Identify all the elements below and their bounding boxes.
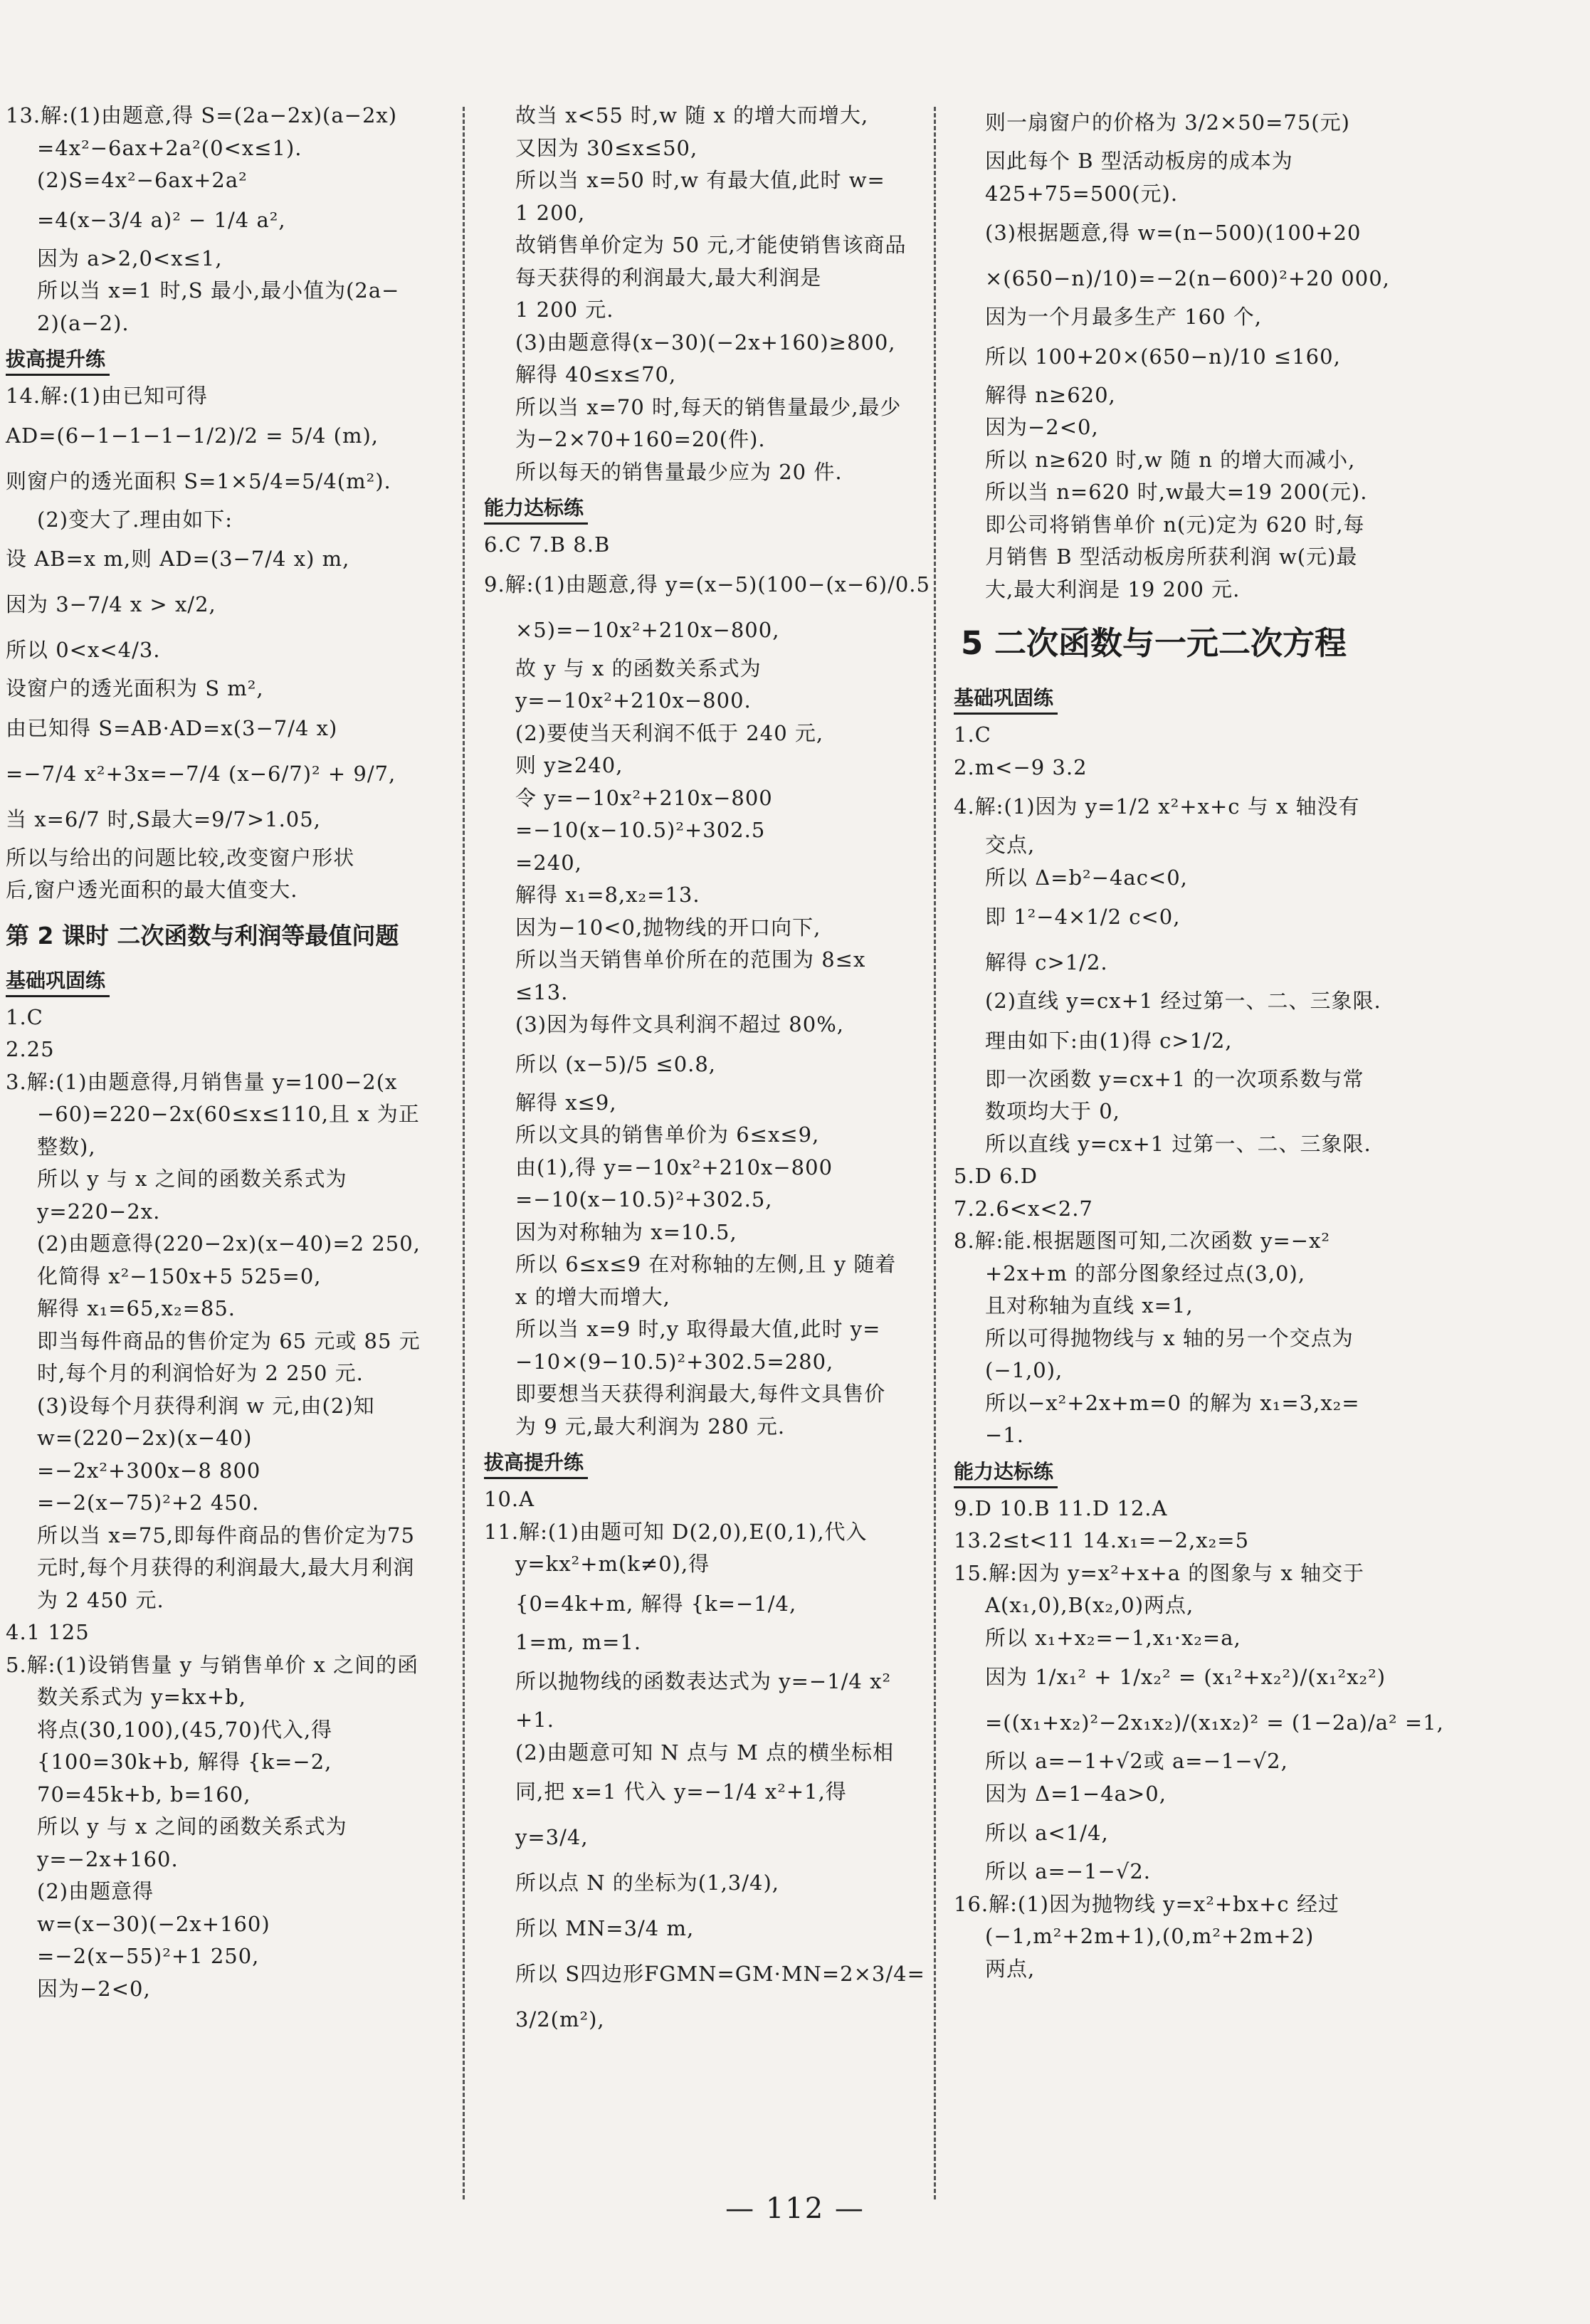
answer-line: y=−2x+160. (37, 1846, 179, 1871)
lesson-heading: 第 2 课时 二次函数与利润等最值问题 (6, 921, 399, 950)
answer-line: 由(1),得 y=−10x²+210x−800 (515, 1155, 833, 1179)
answer-line: 所以文具的销售单价为 6≤x≤9, (515, 1122, 820, 1147)
answer-line: 所以直线 y=cx+1 过第一、二、三象限. (985, 1131, 1371, 1156)
answer-line: 所以−x²+2x+m=0 的解为 x₁=3,x₂= (985, 1390, 1360, 1415)
answer-line: =((x₁+x₂)²−2x₁x₂)/(x₁x₂)² = (1−2a)/a² =1, (985, 1710, 1444, 1735)
answer-line: (2)由题意可知 N 点与 M 点的横坐标相 (515, 1740, 895, 1765)
answer-line: −1. (985, 1423, 1024, 1447)
answer-line: 解得 x₁=8,x₂=13. (515, 883, 700, 907)
answer-line: =4(x−3/4 a)² − 1/4 a², (37, 207, 286, 232)
answer-line: 即当每件商品的售价定为 65 元或 85 元 (37, 1328, 421, 1353)
answer-line: 化简得 x²−150x+5 525=0, (37, 1263, 322, 1288)
page-number: — 112 — (725, 2192, 865, 2225)
answer-line: 所以抛物线的函数表达式为 y=−1/4 x² (515, 1669, 892, 1693)
answer-line: 3/2(m²), (515, 2007, 605, 2031)
answer-line: 同,把 x=1 代入 y=−1/4 x²+1,得 (515, 1779, 847, 1804)
answer-line: {100=30k+b, 解得 {k=−2, (37, 1750, 332, 1774)
answer-line: 大,最大利润是 19 200 元. (985, 577, 1241, 601)
answer-line: AD=(6−1−1−1−1/2)/2 = 5/4 (m), (6, 423, 379, 448)
answer-line: 因此每个 B 型活动板房的成本为 (985, 149, 1293, 173)
answer-line: 又因为 30≤x≤50, (515, 135, 698, 160)
answer-line: 即一次函数 y=cx+1 的一次项系数与常 (985, 1066, 1364, 1091)
answer-line: y=−10x²+210x−800. (515, 688, 752, 713)
answer-line: =−10(x−10.5)²+302.5, (515, 1187, 773, 1211)
answer-line: 所以 (x−5)/5 ≤0.8, (515, 1051, 717, 1076)
answer-line: (−1,0), (985, 1358, 1063, 1382)
answer-line: =−2x²+300x−8 800 (37, 1458, 261, 1483)
answer-line: y=220−2x. (37, 1199, 161, 1224)
answer-line: (3)设每个月获得利润 w 元,由(2)知 (37, 1393, 375, 1418)
answer-line: +2x+m 的部分图象经过点(3,0), (985, 1261, 1306, 1285)
answer-line: 7.2.6<x<2.7 (954, 1196, 1093, 1221)
answer-line: 因为 1/x₁² + 1/x₂² = (x₁²+x₂²)/(x₁²x₂²) (985, 1665, 1386, 1689)
answer-line: 解得 40≤x≤70, (515, 362, 677, 387)
answer-line: 所以 n≥620 时,w 随 n 的增大而减小, (985, 447, 1356, 472)
answer-line: 所以当 x=50 时,w 有最大值,此时 w= (515, 168, 885, 192)
answer-line: 1=m, m=1. (515, 1629, 642, 1654)
answer-line: 3.解:(1)由题意得,月销售量 y=100−2(x (6, 1069, 398, 1094)
answer-line: 故销售单价定为 50 元,才能使销售该商品 (515, 233, 907, 257)
answer-line: =240, (515, 850, 582, 875)
answer-line: 15.解:因为 y=x²+x+a 的图象与 x 轴交于 (954, 1560, 1365, 1585)
answer-line: 8.解:能.根据题图可知,二次函数 y=−x² (954, 1229, 1331, 1253)
answer-line: 解得 x₁=65,x₂=85. (37, 1296, 236, 1320)
answer-line: 70=45k+b, b=160, (37, 1782, 251, 1807)
column-divider-right (934, 107, 936, 2199)
answer-line: 元时,每个月获得的利润最大,最大月利润 (37, 1555, 415, 1579)
answer-line: 1.C (6, 1004, 43, 1029)
answer-line: 9.解:(1)由题意,得 y=(x−5)(100−(x−6)/0.5 (484, 572, 930, 596)
answer-line: 2.25 (6, 1037, 55, 1061)
answer-line: 则窗户的透光面积 S=1×5/4=5/4(m²). (6, 468, 391, 493)
answer-line: 425+75=500(元). (985, 181, 1179, 206)
answer-line: 则 y≥240, (515, 753, 623, 777)
answer-line: x 的增大而增大, (515, 1284, 670, 1309)
column-middle (484, 100, 930, 2042)
answer-line: =−7/4 x²+3x=−7/4 (x−6/7)² + 9/7, (6, 761, 396, 786)
answer-line: (2)直线 y=cx+1 经过第一、二、三象限. (985, 989, 1381, 1013)
answer-line: 所以当 n=620 时,w最大=19 200(元). (985, 480, 1368, 504)
answer-line: 所以 Δ=b²−4ac<0, (985, 865, 1188, 890)
answer-line: 因为 3−7/4 x > x/2, (6, 592, 216, 616)
answer-line: 所以当 x=1 时,S 最小,最小值为(2a− (37, 278, 400, 303)
answer-line: ×5)=−10x²+210x−800, (515, 617, 780, 642)
answer-line: 4.1 125 (6, 1620, 90, 1644)
answer-line: ×(650−n)/10)=−2(n−600)²+20 000, (985, 266, 1390, 290)
answer-line: (2)由题意得 (37, 1879, 154, 1903)
section-heading: 基础巩固练 (6, 967, 110, 997)
answer-line: 即公司将销售单价 n(元)定为 620 时,每 (985, 512, 1365, 537)
answer-line: 9.D 10.B 11.D 12.A (954, 1495, 1168, 1520)
answer-line: (2)S=4x²−6ax+2a² (37, 168, 248, 192)
answer-line: 因为一个月最多生产 160 个, (985, 305, 1263, 329)
answer-line: 为 9 元,最大利润为 280 元. (515, 1414, 786, 1439)
answer-line: 为 2 450 元. (37, 1587, 164, 1612)
answer-line: 设 AB=x m,则 AD=(3−7/4 x) m, (6, 547, 350, 571)
answer-line: 为−2×70+160=20(件). (515, 427, 766, 451)
answer-line: 时,每个月的利润恰好为 2 250 元. (37, 1361, 364, 1385)
chapter-heading: 5 二次函数与一元二次方程 (961, 624, 1347, 662)
answer-line: 所以 y 与 x 之间的函数关系式为 (37, 1167, 347, 1191)
answer-line: 所以 a<1/4, (985, 1821, 1109, 1845)
answer-line: 每天获得的利润最大,最大利润是 (515, 265, 822, 290)
column-left (6, 100, 433, 2005)
answer-line: 所以 0<x<4/3. (6, 638, 161, 662)
answer-line: 14.解:(1)由已知可得 (6, 384, 208, 408)
answer-line: 所以 S四边形FGMN=GM·MN=2×3/4= (515, 1962, 925, 1986)
answer-line: 当 x=6/7 时,S最大=9/7>1.05, (6, 806, 321, 831)
answer-line: 则一扇窗户的价格为 3/2×50=75(元) (985, 110, 1350, 135)
answer-line: 所以当天销售单价所在的范围为 8≤x (515, 947, 866, 972)
answer-line: 2)(a−2). (37, 310, 130, 335)
answer-line: 因为对称轴为 x=10.5, (515, 1219, 737, 1244)
answer-line: 2.m<−9 3.2 (954, 754, 1088, 779)
answer-line: (3)因为每件文具利润不超过 80%, (515, 1012, 844, 1036)
answer-line: −60)=220−2x(60≤x≤110,且 x 为正 (37, 1102, 420, 1126)
answer-line: 13.2≤t<11 14.x₁=−2,x₂=5 (954, 1528, 1250, 1552)
answer-line: 数关系式为 y=kx+b, (37, 1685, 246, 1709)
answer-line: 解得 x≤9, (515, 1090, 617, 1115)
answer-line: 所以当 x=75,即每件商品的售价定为75 (37, 1523, 415, 1547)
answer-line: =−10(x−10.5)²+302.5 (515, 818, 766, 842)
answer-line: 即 1²−4×1/2 c<0, (985, 905, 1181, 929)
answer-line: =−2(x−75)²+2 450. (37, 1490, 260, 1515)
section-heading: 基础巩固练 (954, 684, 1058, 715)
answer-line: 月销售 B 型活动板房所获利润 w(元)最 (985, 545, 1358, 569)
answer-line: 解得 c>1/2. (985, 950, 1108, 974)
answer-line: 且对称轴为直线 x=1, (985, 1293, 1194, 1318)
answer-line: 11.解:(1)由题可知 D(2,0),E(0,1),代入 (484, 1519, 868, 1544)
answer-line: (2)由题意得(220−2x)(x−40)=2 250, (37, 1231, 421, 1256)
answer-line: 13.解:(1)由题意,得 S=(2a−2x)(a−2x) (6, 103, 398, 127)
section-heading: 能力达标练 (954, 1458, 1058, 1488)
answer-line: 设窗户的透光面积为 S m², (6, 676, 264, 700)
answer-line: =−2(x−55)²+1 250, (37, 1944, 260, 1968)
answer-line: 1 200 元. (515, 298, 614, 322)
column-divider-left (463, 107, 465, 2199)
answer-line: 所以可得抛物线与 x 轴的另一个交点为 (985, 1325, 1354, 1350)
answer-line: 所以每天的销售量最少应为 20 件. (515, 459, 843, 484)
answer-line: 两点, (985, 1956, 1036, 1981)
answer-line: 所以 x₁+x₂=−1,x₁·x₂=a, (985, 1625, 1241, 1650)
answer-line: (−1,m²+2m+1),(0,m²+2m+2) (985, 1924, 1315, 1948)
answer-line: (2)变大了.理由如下: (37, 507, 233, 532)
answer-line: (2)要使当天利润不低于 240 元, (515, 720, 824, 745)
answer-line: 将点(30,100),(45,70)代入,得 (37, 1717, 333, 1742)
answer-line: y=kx²+m(k≠0),得 (515, 1552, 710, 1576)
answer-line: =4x²−6ax+2a²(0<x≤1). (37, 135, 302, 160)
answer-line: 所以当 x=9 时,y 取得最大值,此时 y= (515, 1317, 881, 1341)
answer-line: (3)由题意得(x−30)(−2x+160)≥800, (515, 330, 896, 354)
answer-line: 16.解:(1)因为抛物线 y=x²+bx+c 经过 (954, 1891, 1339, 1916)
answer-line: 解得 n≥620, (985, 382, 1116, 407)
answer-line: (3)根据题意,得 w=(n−500)(100+20 (985, 221, 1362, 245)
answer-line: 所以 MN=3/4 m, (515, 1916, 695, 1940)
section-heading: 拔高提升练 (484, 1448, 588, 1479)
answer-line: 由已知得 S=AB·AD=x(3−7/4 x) (6, 715, 338, 740)
answer-line: ≤13. (515, 979, 569, 1004)
answer-line: y=3/4, (515, 1825, 589, 1849)
answer-line: 所以当 x=70 时,每天的销售量最少,最少 (515, 394, 902, 419)
answer-line: 故 y 与 x 的函数关系式为 (515, 656, 762, 680)
answer-line: 所以点 N 的坐标为(1,3/4), (515, 1871, 779, 1895)
answer-line: 理由如下:由(1)得 c>1/2, (985, 1028, 1233, 1053)
answer-line: 交点, (985, 833, 1036, 857)
answer-line: A(x₁,0),B(x₂,0)两点, (985, 1593, 1194, 1617)
section-heading: 拔高提升练 (6, 345, 110, 376)
answer-line: 因为−10<0,抛物线的开口向下, (515, 915, 821, 940)
answer-line: 所以 a=−1+√2或 a=−1−√2, (985, 1749, 1288, 1773)
answer-line: 所以 100+20×(650−n)/10 ≤160, (985, 344, 1341, 369)
answer-line: 整数), (37, 1134, 96, 1159)
answer-line: 所以 a=−1−√2. (985, 1859, 1152, 1883)
answer-line: 即要想当天获得利润最大,每件文具售价 (515, 1382, 886, 1406)
answer-line: 1 200, (515, 200, 586, 225)
answer-line: 后,窗户透光面积的最大值变大. (6, 878, 298, 902)
answer-line: 因为 Δ=1−4a>0, (985, 1781, 1167, 1806)
answer-line: 6.C 7.B 8.B (484, 532, 611, 557)
answer-line: −10×(9−10.5)²+302.5=280, (515, 1349, 834, 1374)
answer-line: 10.A (484, 1487, 535, 1511)
answer-line: 所以 6≤x≤9 在对称轴的左侧,且 y 随着 (515, 1252, 897, 1276)
answer-line: 因为 a>2,0<x≤1, (37, 246, 223, 270)
answer-line: 5.解:(1)设销售量 y 与销售单价 x 之间的函 (6, 1652, 419, 1677)
answer-line: +1. (515, 1708, 554, 1732)
answer-line: 故当 x<55 时,w 随 x 的增大而增大, (515, 103, 869, 127)
answer-line: w=(x−30)(−2x+160) (37, 1911, 270, 1936)
answer-line: 因为−2<0, (37, 1976, 151, 2001)
answer-line: 令 y=−10x²+210x−800 (515, 785, 773, 810)
answer-line: 所以与给出的问题比较,改变窗户形状 (6, 845, 355, 870)
answer-line: 5.D 6.D (954, 1164, 1038, 1188)
answer-line: 因为−2<0, (985, 415, 1099, 439)
section-heading: 能力达标练 (484, 494, 588, 525)
answer-line: 数项均大于 0, (985, 1099, 1120, 1123)
answer-line: {0=4k+m, 解得 {k=−1/4, (515, 1591, 797, 1616)
answer-line: 所以 y 与 x 之间的函数关系式为 (37, 1814, 347, 1839)
answer-line: w=(220−2x)(x−40) (37, 1426, 253, 1450)
column-right (954, 100, 1444, 1985)
answer-line: 4.解:(1)因为 y=1/2 x²+x+c 与 x 轴没有 (954, 794, 1360, 819)
answer-line: 1.C (954, 722, 991, 747)
